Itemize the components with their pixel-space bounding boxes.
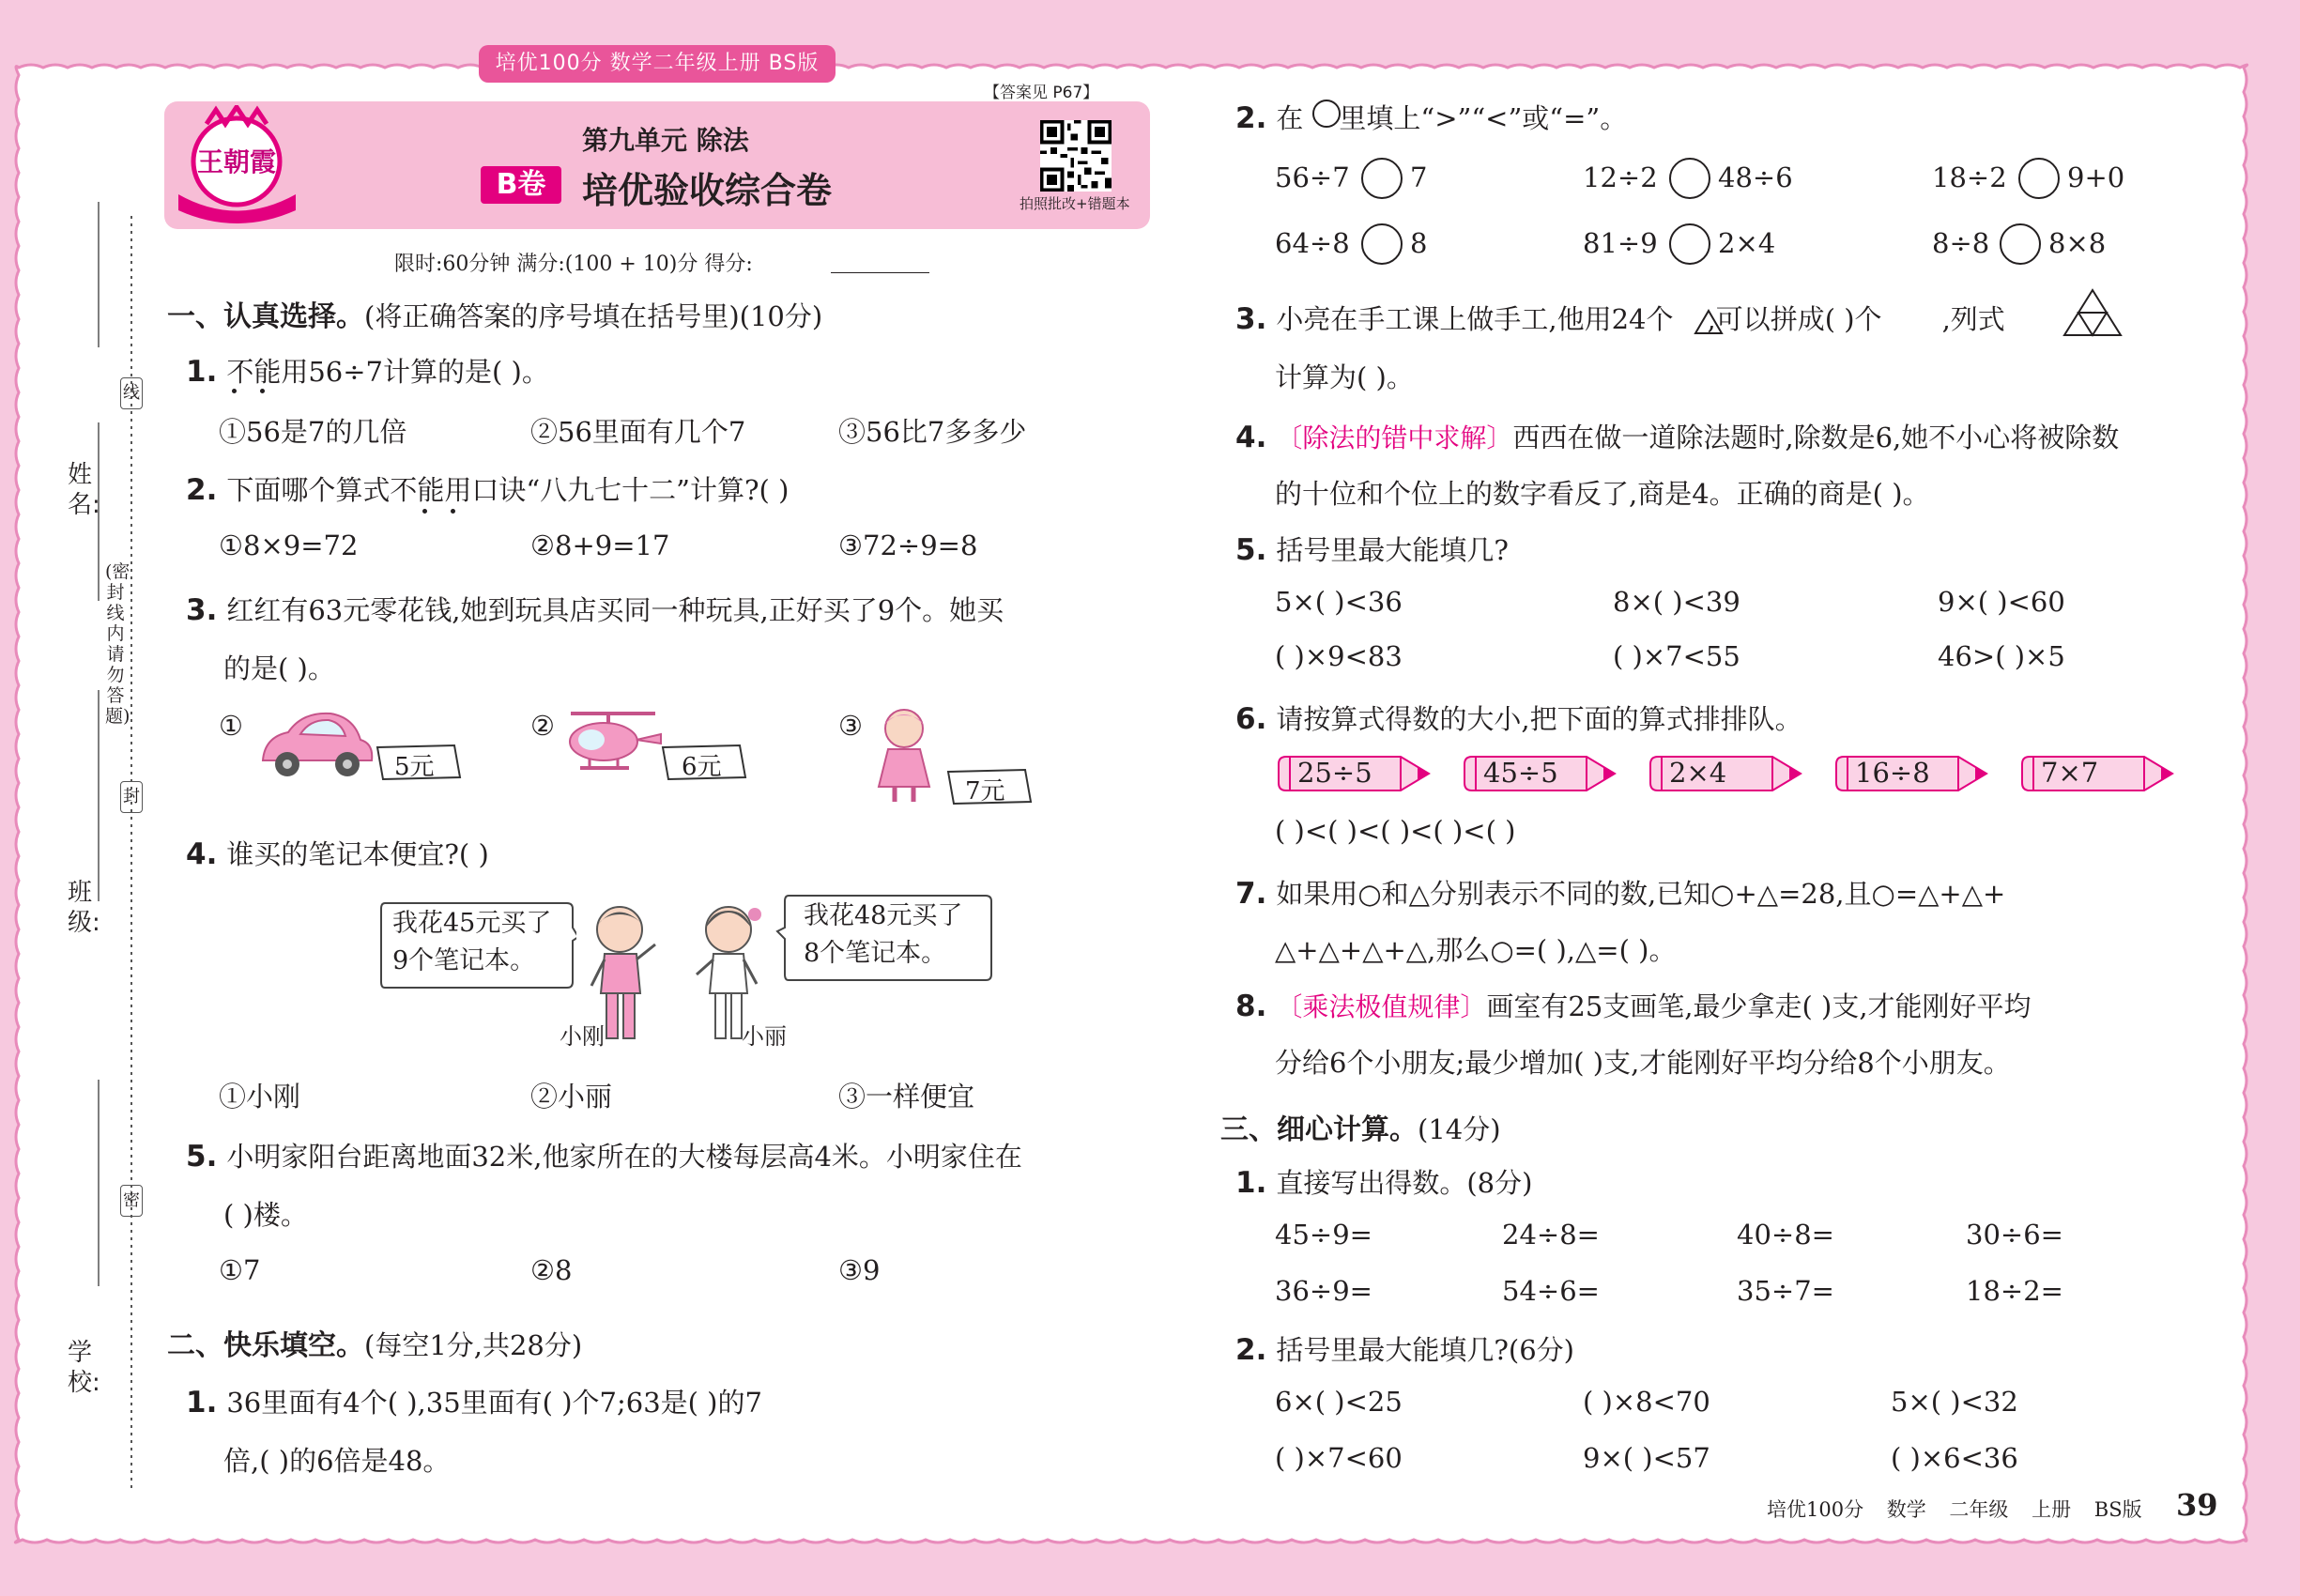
- s2-q5: 5. 括号里最大能填几?: [1235, 533, 1509, 567]
- s3-q2-r1c2: ( )×8<70: [1583, 1386, 1710, 1418]
- s2-q2-left-1: 56÷7: [1275, 161, 1350, 193]
- s2-q4-line1: 4. 〔除法的错中求解〕西西在做一道除法题时,除数是6,她不小心将被除数: [1235, 421, 2120, 454]
- paper-title: 培优验收综合卷: [582, 170, 833, 211]
- s1-q5-option-b[interactable]: ②8: [530, 1254, 573, 1286]
- s1-q1: 1. 不能用56÷7计算的是( )。: [186, 355, 549, 389]
- emphasis-dot: [422, 509, 427, 514]
- s1-q1-option-c[interactable]: ③56比7多多少: [838, 416, 1027, 448]
- s1-q2-option-b[interactable]: ②8+9=17: [530, 529, 670, 561]
- secret-marker: 密: [120, 1185, 143, 1217]
- emphasis-dot: [232, 389, 237, 393]
- compare-blank-3[interactable]: [2018, 158, 2060, 199]
- s3-q1-r2c1: 36÷9=: [1275, 1275, 1372, 1307]
- s2-q5-r1c2: 8×( )<39: [1613, 586, 1740, 618]
- toy-helicopter-icon: [561, 706, 665, 781]
- toy-car-icon: [255, 704, 377, 784]
- s1-q5-line1: 5. 小明家阳台距离地面32米,他家所在的大楼每层高4米。小明家住在: [186, 1140, 1022, 1174]
- s2-q6: 6. 请按算式得数的大小,把下面的算式排排队。: [1235, 702, 1802, 736]
- s1-q1-option-b[interactable]: ②56里面有几个7: [530, 416, 746, 448]
- compare-blank-1[interactable]: [1361, 158, 1403, 199]
- s3-q2-r1c3: 5×( )<32: [1891, 1386, 2018, 1418]
- s2-q2: 2. 在 里填上“>”“<”或“=”。: [1235, 101, 1628, 135]
- s2-q2-left-6: 8÷8: [1932, 227, 1990, 259]
- book-banner: 培优100分 数学二年级上册 BS版: [479, 45, 836, 83]
- line-marker: 线: [120, 377, 143, 409]
- name-xiaogang: 小刚: [560, 1023, 605, 1050]
- seal-notice: (密封线内请勿答题): [105, 561, 130, 727]
- s3-q2: 2. 括号里最大能填几?(6分): [1235, 1333, 1574, 1367]
- logo-text: 王朝霞: [196, 146, 277, 177]
- s1-q3-marker-c[interactable]: ③: [838, 710, 863, 742]
- section1-title: 一、认真选择。(将正确答案的序号填在括号里)(10分): [167, 300, 823, 333]
- pencil-expression[interactable]: 7×7: [2041, 757, 2099, 789]
- s2-q5-r1c3: 9×( )<60: [1938, 586, 2065, 618]
- s2-q2-left-5: 81÷9: [1583, 227, 1658, 259]
- s2-q5-r1c1: 5×( )<36: [1275, 586, 1403, 618]
- s2-q8-line1: 8. 〔乘法极值规律〕画室有25支画笔,最少拿走( )支,才能刚好平均: [1235, 990, 2032, 1023]
- bubble-text-xiaogang: 我花45元买了 9个笔记本。: [392, 909, 552, 975]
- emphasis-dot: [260, 389, 265, 393]
- s2-q2-right-3: 9+0: [2067, 161, 2125, 193]
- name-xiaoli: 小丽: [742, 1023, 787, 1050]
- s3-q1-r2c4: 18÷2=: [1966, 1275, 2063, 1307]
- triangle-puzzle-icon: [2062, 287, 2124, 338]
- unit-title: 第九单元 除法: [582, 125, 749, 156]
- s2-q5-r2c2: ( )×7<55: [1613, 640, 1740, 672]
- s2-q4-line2: 的十位和个位上的数字看反了,商是4。正确的商是( )。: [1275, 478, 1930, 510]
- s2-q2-right-4: 8: [1410, 227, 1428, 259]
- brand-logo: [169, 105, 305, 227]
- doll-icon: [871, 706, 937, 809]
- s3-q1-r2c3: 35÷7=: [1737, 1275, 1834, 1307]
- s2-q5-r2c3: 46>( )×5: [1938, 640, 2065, 672]
- s2-q3-line2: 计算为( )。: [1275, 361, 1414, 393]
- class-label: 班级:: [68, 879, 100, 937]
- exam-limits: 限时:60分钟 满分:(100 + 10)分 得分:: [394, 253, 753, 276]
- pencil-expression[interactable]: 2×4: [1669, 757, 1727, 789]
- page-number: 39: [2176, 1487, 2218, 1523]
- s2-q8-line2: 分给6个小朋友;最少增加( )支,才能刚好平均分给8个小朋友。: [1275, 1047, 2011, 1079]
- compare-blank-4[interactable]: [1361, 223, 1403, 265]
- s1-q4: 4. 谁买的笔记本便宜?( ): [186, 837, 489, 871]
- s3-q1-r1c1: 45÷9=: [1275, 1219, 1372, 1251]
- volume-badge: B卷: [481, 166, 561, 204]
- compare-circle-icon: [1312, 100, 1341, 128]
- s1-q4-option-b[interactable]: ②小丽: [530, 1081, 613, 1113]
- price-label-c: 7元: [965, 777, 1005, 806]
- s1-q3-line1: 3. 红红有63元零花钱,她到玩具店买同一种玩具,正好买了9个。她买: [186, 593, 1004, 627]
- pencil-expression[interactable]: 45÷5: [1483, 757, 1558, 789]
- compare-blank-2[interactable]: [1669, 158, 1710, 199]
- s1-q3-marker-a[interactable]: ①: [219, 710, 243, 742]
- price-label-a: 5元: [394, 753, 435, 781]
- s1-q4-option-a[interactable]: ①小刚: [219, 1081, 301, 1113]
- s2-q7-line1: 7. 如果用○和△分别表示不同的数,已知○+△=28,且○=△+△+: [1235, 877, 2006, 911]
- s2-q2-left-3: 18÷2: [1932, 161, 2007, 193]
- s2-q3-line1: 3. 小亮在手工课上做手工,他用24个 ,可以拼成( )个 ,列式: [1235, 302, 2005, 336]
- s2-q2-right-6: 8×8: [2048, 227, 2107, 259]
- s2-q2-left-4: 64÷8: [1275, 227, 1350, 259]
- pencil-expression[interactable]: 25÷5: [1297, 757, 1372, 789]
- compare-blank-5[interactable]: [1669, 223, 1710, 265]
- s1-q3-line2: 的是( )。: [223, 652, 335, 684]
- qr-code-icon[interactable]: [1040, 120, 1112, 192]
- compare-blank-6[interactable]: [2000, 223, 2041, 265]
- s3-q1-r2c2: 54÷6=: [1502, 1275, 1600, 1307]
- s1-q1-option-a[interactable]: ①56是7的几倍: [219, 416, 407, 448]
- pencil-expression[interactable]: 16÷8: [1855, 757, 1930, 789]
- bubble-text-xiaoli: 我花48元买了 8个笔记本。: [804, 901, 963, 968]
- s2-q5-r2c1: ( )×9<83: [1275, 640, 1403, 672]
- s2-q2-right-5: 2×4: [1718, 227, 1776, 259]
- s2-q2-right-2: 48÷6: [1718, 161, 1793, 193]
- s2-q2-left-2: 12÷2: [1583, 161, 1658, 193]
- s3-q2-r1c1: 6×( )<25: [1275, 1386, 1403, 1418]
- s2-q1-line2: 倍,( )的6倍是48。: [223, 1445, 451, 1477]
- qr-caption: 拍照批改+错题本: [1020, 195, 1130, 212]
- name-label: 姓名:: [68, 461, 100, 519]
- s1-q5-option-c[interactable]: ③9: [838, 1254, 881, 1286]
- s2-q1-line1: 1. 36里面有4个( ),35里面有( )个7;63是( )的7: [186, 1386, 762, 1420]
- score-blank[interactable]: [831, 272, 929, 273]
- s1-q2-option-a[interactable]: ①8×9=72: [219, 529, 359, 561]
- s3-q1-r1c3: 40÷8=: [1737, 1219, 1834, 1251]
- s1-q5-option-a[interactable]: ①7: [219, 1254, 261, 1286]
- s3-q1-r1c4: 30÷6=: [1966, 1219, 2063, 1251]
- small-triangle-icon: [1693, 308, 1725, 336]
- school-label: 学校:: [68, 1339, 100, 1397]
- s2-q7-line2: △+△+△+△,那么○=( ),△=( )。: [1275, 934, 1677, 966]
- s3-q2-r2c2: 9×( )<57: [1583, 1442, 1710, 1474]
- s3-q2-r2c3: ( )×6<36: [1891, 1442, 2018, 1474]
- s1-q2-option-c[interactable]: ③72÷9=8: [838, 529, 978, 561]
- answer-reference: 【答案见 P67】: [984, 84, 1099, 102]
- s3-q1-r1c2: 24÷8=: [1502, 1219, 1600, 1251]
- emphasis-dot: [451, 509, 455, 514]
- s2-q6-order-row: ( )<( )<( )<( )<( ): [1275, 815, 1516, 847]
- section2-title: 二、快乐填空。(每空1分,共28分): [167, 1329, 583, 1362]
- s3-q1: 1. 直接写出得数。(8分): [1235, 1166, 1533, 1200]
- s2-q2-right-1: 7: [1410, 161, 1428, 193]
- seal-marker: 封: [120, 781, 143, 813]
- page-footer: 培优100分 数学 二年级 上册 BS版: [1767, 1498, 2142, 1521]
- s1-q3-marker-b[interactable]: ②: [530, 710, 555, 742]
- s1-q4-option-c[interactable]: ③一样便宜: [838, 1081, 975, 1113]
- section3-title: 三、细心计算。(14分): [1220, 1113, 1501, 1146]
- s3-q2-r2c1: ( )×7<60: [1275, 1442, 1403, 1474]
- price-label-b: 6元: [682, 753, 722, 781]
- s1-q5-line2: ( )楼。: [223, 1199, 308, 1231]
- s1-q2: 2. 下面哪个算式不能用口诀“八九七十二”计算?( ): [186, 473, 790, 507]
